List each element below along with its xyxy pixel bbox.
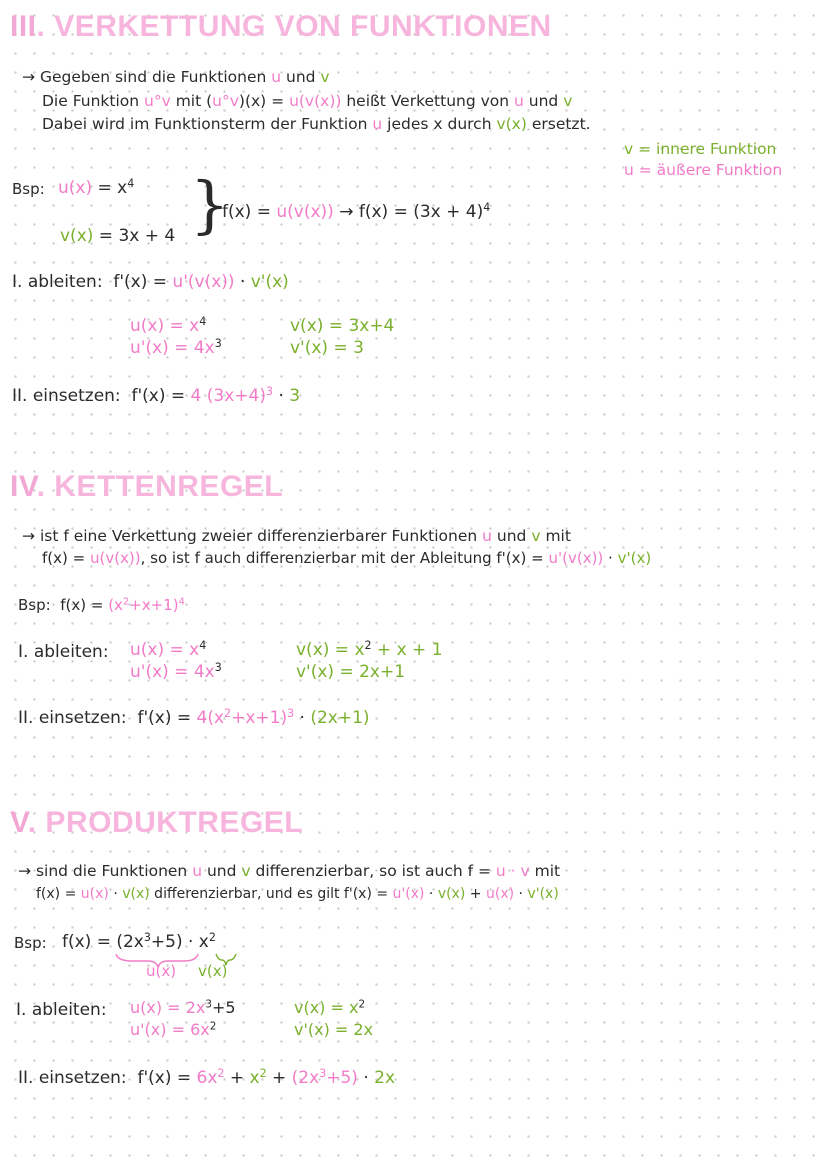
definition-line-1: → Gegeben sind die Funktionen u und v bbox=[22, 68, 330, 86]
u-derivative: $u'(x) = 6x^2$ bbox=[130, 1020, 217, 1039]
v-derivative: v'(x) = 2x+1 bbox=[296, 662, 406, 682]
curly-brace-icon: } bbox=[190, 168, 230, 241]
example-function: Bsp: $f(x) = (x^2+x+1)^4$ bbox=[18, 596, 185, 614]
arrow-icon: → bbox=[22, 527, 35, 545]
rule-line-1: → sind die Funktionen u und v differenzierbar, so ist auch f = u · v mit bbox=[18, 862, 561, 880]
definition-line-3: Dabei wird im Funktionsterm der Funktion u jedes x durch v(x) ersetzt. bbox=[42, 115, 591, 133]
definition-line-2: Die Funktion u°v mit (u°v)(x) = u(v(x)) heißt Verkettung von u und v bbox=[42, 92, 573, 110]
example-label: Bsp: bbox=[14, 934, 47, 952]
v-derivative: v'(x) = 2x bbox=[294, 1020, 374, 1039]
step-insert: II. einsetzen: $f'(x) = 6x^2 + x^2 + (2x^3+5) \cdot 2x$ bbox=[18, 1066, 396, 1088]
u-definition: $u(x) = x^4$ bbox=[130, 314, 207, 336]
note-inner-function: v = innere Funktion bbox=[624, 140, 777, 158]
u-definition: $u(x) = 2x^3+5$ bbox=[130, 998, 236, 1017]
u-definition: $u(x) = x^4$ bbox=[130, 638, 207, 660]
arrow-icon: → bbox=[22, 68, 35, 86]
step-derive-label: I. ableiten: bbox=[18, 642, 109, 662]
label-u: u(x) bbox=[146, 962, 177, 980]
section-heading: IV. KETTENREGEL bbox=[10, 470, 284, 503]
rule-line-1: → ist f eine Verkettung zweier differenzierbarer Funktionen u und v mit bbox=[22, 527, 571, 545]
v-derivative: v'(x) = 3 bbox=[290, 338, 364, 358]
section-heading: III. VERKETTUNG VON FUNKTIONEN bbox=[10, 10, 552, 43]
example-label: Bsp: bbox=[12, 180, 45, 198]
example-composition: $f(x) = u(v(x)) \to f(x) = (3x + 4)^4$ bbox=[222, 200, 491, 222]
u-derivative: $u'(x) = 4x^3$ bbox=[130, 336, 222, 358]
step-derive-label: I. ableiten: bbox=[16, 1000, 107, 1020]
label-v: v(x) bbox=[198, 962, 228, 980]
example-u: $u(x) = x^4$ bbox=[58, 176, 135, 198]
rule-line-2: f(x) = u(x) · v(x) differenzierbar, und es gilt f'(x) = u'(x) · v(x) + u(x) · v'(x) bbox=[36, 886, 559, 902]
step-derive: I. ableiten: f'(x) = u'(v(x)) · v'(x) bbox=[12, 272, 289, 292]
v-definition: $v(x) = x^2 + x + 1$ bbox=[296, 638, 443, 660]
note-outer-function: u = äußere Funktion bbox=[624, 161, 783, 179]
section-heading: V. PRODUKTREGEL bbox=[10, 806, 304, 839]
example-v: v(x) = 3x + 4 bbox=[60, 226, 176, 246]
v-definition: v(x) = 3x+4 bbox=[290, 316, 395, 336]
v-definition: $v(x) = x^2$ bbox=[294, 998, 366, 1017]
rule-line-2: f(x) = u(v(x)), so ist f auch differenzierbar mit der Ableitung f'(x) = u'(v(x)) · v'(x) bbox=[42, 549, 652, 567]
step-insert: II. einsetzen: $f'(x) = 4(x^2+x+1)^3 \cdot (2x+1)$ bbox=[18, 706, 370, 728]
u-derivative: $u'(x) = 4x^3$ bbox=[130, 660, 222, 682]
arrow-icon: → bbox=[18, 862, 31, 880]
example-function: $f(x) = (2x^3+5) \cdot x^2$ bbox=[62, 930, 216, 952]
step-insert: II. einsetzen: f'(x) = 4 $(3x+4)^3 \cdot 3$ bbox=[12, 384, 301, 406]
